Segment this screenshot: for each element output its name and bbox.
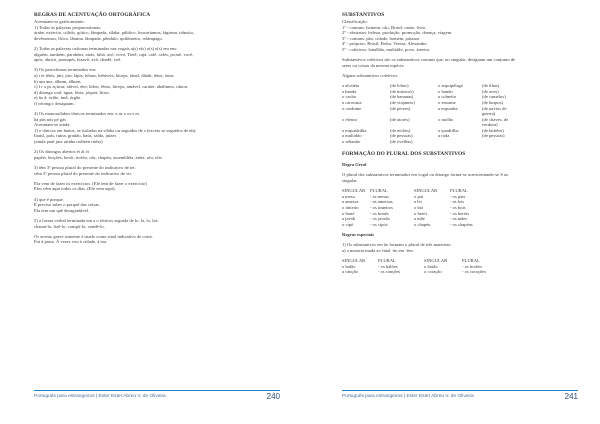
right-footer bbox=[342, 390, 578, 400]
table-cell: (de navios de bbox=[482, 105, 507, 111]
table-cell: o coração bbox=[424, 269, 442, 275]
table-cell: PLURAL bbox=[370, 188, 388, 194]
text-line: 1) o tônicos em hiatos, se isolados na sílaba ou seguidos de s (exceto se seguidos de nh): bbox=[34, 127, 197, 133]
text-line: 2) Os ditongos abertos éi ái ói bbox=[34, 149, 90, 155]
special-rules-text bbox=[342, 242, 578, 253]
text-line: 4) que é porque. bbox=[34, 196, 64, 202]
text-line: 4º - próprios: Brasil, Pedro, Teresa, Alexandre. bbox=[342, 41, 428, 47]
table-cell: o botão bbox=[424, 263, 438, 269]
table-cell: o enxame bbox=[438, 99, 456, 105]
plural-section-title: FORMAÇÃO DO PLURAL DOS SUBSTANTIVOS bbox=[342, 150, 466, 157]
table-cell: a banda bbox=[342, 88, 357, 94]
table-cell: SINGULAR bbox=[342, 257, 366, 263]
text-line: e) ão ã: órfão, ímã, órgão. bbox=[34, 95, 82, 101]
text-line: há pás nós pé gás bbox=[34, 116, 66, 122]
table-cell: o cacho bbox=[342, 94, 357, 100]
text-line: Alguns substantivos coletivos: bbox=[342, 72, 399, 78]
table-cell: (de aviões) bbox=[390, 127, 411, 133]
text-line: 3) têm 3ª pessoa plural do presente do indicativo de ter. bbox=[34, 165, 136, 171]
table-cell: a alcatéia bbox=[342, 83, 360, 89]
table-cell: a roda bbox=[438, 133, 450, 139]
left-footer bbox=[34, 390, 280, 400]
table-cell: a mãe bbox=[414, 216, 425, 222]
table-cell: - as ameixas bbox=[370, 199, 393, 205]
table-cell: (de músicos) bbox=[390, 88, 414, 94]
table-cell: - os botões bbox=[462, 263, 482, 269]
table-cell: (de pessoas) bbox=[482, 133, 505, 139]
table-cell: o tinteiro bbox=[342, 205, 359, 210]
table-cell: - os cipós bbox=[370, 221, 388, 227]
table-cell bbox=[542, 139, 586, 145]
table-cell: (de burpos) bbox=[482, 99, 504, 105]
left-page-content bbox=[34, 12, 280, 245]
text-line: papéis, lenções, herói, troféu, céu, chapéu, assembléia, aréia, réu, réis. bbox=[34, 154, 163, 160]
table-cell: - os pais bbox=[450, 193, 466, 199]
text-line: 1) Os substantivos em ão formam o plural de três maneiras: bbox=[342, 242, 452, 248]
table-cell: - os tinteiros bbox=[370, 205, 393, 210]
table-cell: - os corações bbox=[462, 269, 486, 275]
classification-text bbox=[342, 19, 578, 79]
text-line: 5º - coletivos: batalhão, multidão, povo, áreeiro. bbox=[342, 46, 431, 52]
text-line: E preciso saber o porquê das coisas. bbox=[34, 202, 101, 208]
table-cell: SINGULAR bbox=[424, 257, 448, 263]
table-cell: PLURAL bbox=[450, 188, 468, 194]
table-cell bbox=[438, 139, 482, 145]
page-number: 241 bbox=[564, 392, 578, 401]
table-cell: a lei bbox=[414, 199, 422, 205]
table-cell: a quadrilha bbox=[438, 127, 459, 133]
table-cell: (de ilhas) bbox=[482, 83, 500, 89]
text-line: chamá-lo, fizê-lo, compô-lo, vendê-lo. bbox=[34, 223, 105, 229]
table-cell: o pai bbox=[414, 193, 424, 199]
table-cell: a canção bbox=[342, 269, 358, 275]
table-cell: verdura) bbox=[482, 122, 498, 128]
text-line: a) a maioria muda ao final -ão em -ões. bbox=[342, 247, 415, 253]
text-line: 2º - abstratos: beleza, produção, promoção, doença, viagem. bbox=[342, 30, 453, 36]
text-line: f) tritongo: desaguam. bbox=[34, 100, 75, 106]
table-cell: a mesa bbox=[342, 193, 355, 199]
right-page-content bbox=[342, 12, 578, 275]
footer-text: Português para estrangeiros | Ester Ester Abreu V. de Oliveira bbox=[342, 394, 474, 399]
table-cell: - os bonés bbox=[370, 210, 389, 216]
accent-rules-text bbox=[34, 19, 280, 245]
table-cell: (de pessoas) bbox=[390, 133, 413, 139]
text-line: 3) Os paroxítonas terminados em: bbox=[34, 67, 97, 73]
table-cell: - os balões bbox=[378, 263, 398, 269]
table-cell: a caravana bbox=[342, 99, 362, 105]
text-line: alguém, também, parabéns, atrás, fubá, avô, vovó, Tietê, cajá, café, cafés, jacaré, você, bbox=[34, 51, 194, 57]
text-line: 5) a forma verbal terminada em a o tônicos seguida de lo, la, lo, las: bbox=[34, 217, 159, 223]
table-cell: o molho bbox=[438, 116, 454, 122]
text-line: após, abricó, pontapés, bisavô, avô, dendê, voê. bbox=[34, 57, 122, 63]
table-cell: guerra) bbox=[482, 111, 496, 117]
table-cell: PLURAL bbox=[378, 257, 396, 263]
text-line: 4) Os monossílabos tônicos terminados em: a as o os e es bbox=[34, 111, 140, 117]
table-cell: - as mães bbox=[450, 216, 468, 222]
right-page bbox=[300, 0, 600, 424]
text-line: singular. bbox=[342, 178, 358, 184]
table-cell: a javali bbox=[342, 216, 356, 222]
text-line: 1) Todas as palavras proparoxítonas: bbox=[34, 24, 102, 30]
text-line: Ela tem um quê desagradável. bbox=[34, 207, 90, 213]
table-cell: a esquadra bbox=[438, 105, 458, 111]
text-line: d) ditongo oral: água, fúria, jóquei, lírios. bbox=[34, 89, 111, 95]
table-cell: (de camelos) bbox=[482, 94, 506, 100]
text-line: devêssemos, lírico, lâmina, lâmpada, pêndulo, quilômetro, relâmpago. bbox=[34, 35, 163, 41]
table-cell: - os bois bbox=[450, 205, 466, 210]
table-cell: o arquipélago bbox=[438, 83, 464, 89]
table-cell: (de atores) bbox=[390, 116, 410, 122]
table-cell: o cipó bbox=[342, 221, 354, 227]
table-cell: o herói bbox=[414, 210, 427, 216]
table-cell: (de peixes) bbox=[390, 105, 411, 111]
table-cell: (de chaves, de bbox=[482, 116, 509, 122]
table-cell: - as mesas bbox=[370, 193, 389, 199]
table-cell: (de lobos) bbox=[390, 83, 409, 89]
text-line: 3º - comuns: pão, cidade, homem, pássaro. bbox=[342, 35, 421, 41]
text-line: Eles vêm aqui todos os dias. (Ele vem aqui). bbox=[34, 186, 116, 192]
text-line: Substantivos coletivos são os substantivos comuns que, no singular, designam um conjunto de bbox=[342, 57, 516, 63]
table-cell: o chapéu bbox=[414, 221, 431, 227]
table-cell: a colméia bbox=[438, 94, 456, 100]
collective-nouns-table bbox=[342, 83, 578, 145]
text-line: Itaúsl, país, ruína, graúdo, baús, saída, juízes bbox=[34, 133, 117, 139]
text-line: vêm 3ª pessoa plural do presente do indicativo de vir. bbox=[34, 170, 132, 176]
text-line: 2) Todas as palavras oxítonas terminadas nas vogais a(s) e(s) o(s) e(s) em ens: bbox=[34, 45, 178, 51]
special-rules-title: Regras especiais bbox=[342, 231, 375, 237]
table-cell: (de ovelhas) bbox=[390, 139, 413, 145]
table-cell: PLURAL bbox=[462, 257, 480, 263]
section-title: REGRAS DE ACENTUAÇÃO ORTOGRÁFICA bbox=[34, 12, 151, 18]
table-cell: - os heróis bbox=[450, 210, 470, 216]
footer-rule bbox=[342, 390, 578, 391]
footer-text: Português para estrangeiros | Ester Ester Abreu V. de Oliveira bbox=[34, 394, 166, 399]
text-line: (ainda paul juiz rainha rodízen rinho) bbox=[34, 139, 103, 145]
table-cell bbox=[482, 139, 542, 145]
text-line: 1º - comuns: homem, cão, Brasil, canto, livro. bbox=[342, 24, 427, 30]
text-line: b) um uns: álbum, álbuns. bbox=[34, 78, 82, 84]
table-cell: a ameixa bbox=[342, 199, 359, 205]
table-cell: SINGULAR bbox=[342, 188, 366, 194]
text-line: Acentuam-se ainda: bbox=[34, 122, 71, 128]
table-cell: o rebanho bbox=[342, 139, 361, 145]
table-cell: o elenco bbox=[342, 116, 358, 122]
text-line: a) i ei tênis, júri, júri, lápis, bônus, bebíveis, bíceps, túnel, dândi, tênis, ónus. bbox=[34, 72, 175, 78]
table-cell: o balão bbox=[342, 263, 356, 269]
text-line: Os acento grave somente é usado como sinal indicativo de crase. bbox=[34, 233, 154, 239]
table-cell: (de viajantes) bbox=[390, 99, 415, 105]
text-line: seres ou coisas da mesma espécie. bbox=[342, 62, 405, 68]
text-line: c) l r x ps açúcar, afável, éter, hífen, fênix, bíceps, amável, caráter, abdômen, cânon. bbox=[34, 84, 189, 90]
text-line: Ela vem de fazer os exercícios. (Ele tem de fazer o exercício) bbox=[34, 180, 147, 186]
text-line: Fui à praia. À vezes vou à cidade, à toa. bbox=[34, 239, 108, 245]
table-cell: (de ladrões) bbox=[482, 127, 504, 133]
plural-table bbox=[342, 188, 578, 227]
table-cell: a esquadrilha bbox=[342, 127, 367, 133]
table-cell: (de aves) bbox=[482, 88, 499, 94]
table-cell: SINGULAR bbox=[414, 188, 438, 194]
rule-text bbox=[342, 172, 578, 183]
table-cell: o boné bbox=[342, 210, 355, 216]
special-plural-table bbox=[342, 258, 578, 275]
table-cell: (de bananas) bbox=[390, 94, 414, 100]
table-cell: - os chapéus bbox=[450, 221, 473, 227]
table-cell: a multidão bbox=[342, 133, 362, 139]
text-line: O plural dos substantivos terminados em vogal ou ditongo forma-se acrescentando-se S ao bbox=[342, 172, 509, 178]
text-line: árabe, exército, cólido, gótico, lâmpada, sílaba, público, louvaríamos, lágrima, trânsito, bbox=[34, 30, 195, 36]
table-cell: o cardume bbox=[342, 105, 362, 111]
text-line: Acentuam-se graficamente: bbox=[34, 19, 85, 24]
table-cell: - os javalis bbox=[370, 216, 390, 222]
footer-rule bbox=[34, 390, 280, 391]
table-cell: o bando bbox=[438, 88, 453, 94]
table-cell: o boi bbox=[414, 205, 424, 210]
page-number: 240 bbox=[266, 392, 280, 401]
table-cell: - as leis bbox=[450, 199, 465, 205]
section-title: SUBSTANTIVOS bbox=[342, 12, 385, 18]
text-line: Classificação: bbox=[342, 19, 368, 24]
table-cell: - as canções bbox=[378, 269, 401, 275]
rule-title: Regra Geral bbox=[342, 162, 367, 168]
